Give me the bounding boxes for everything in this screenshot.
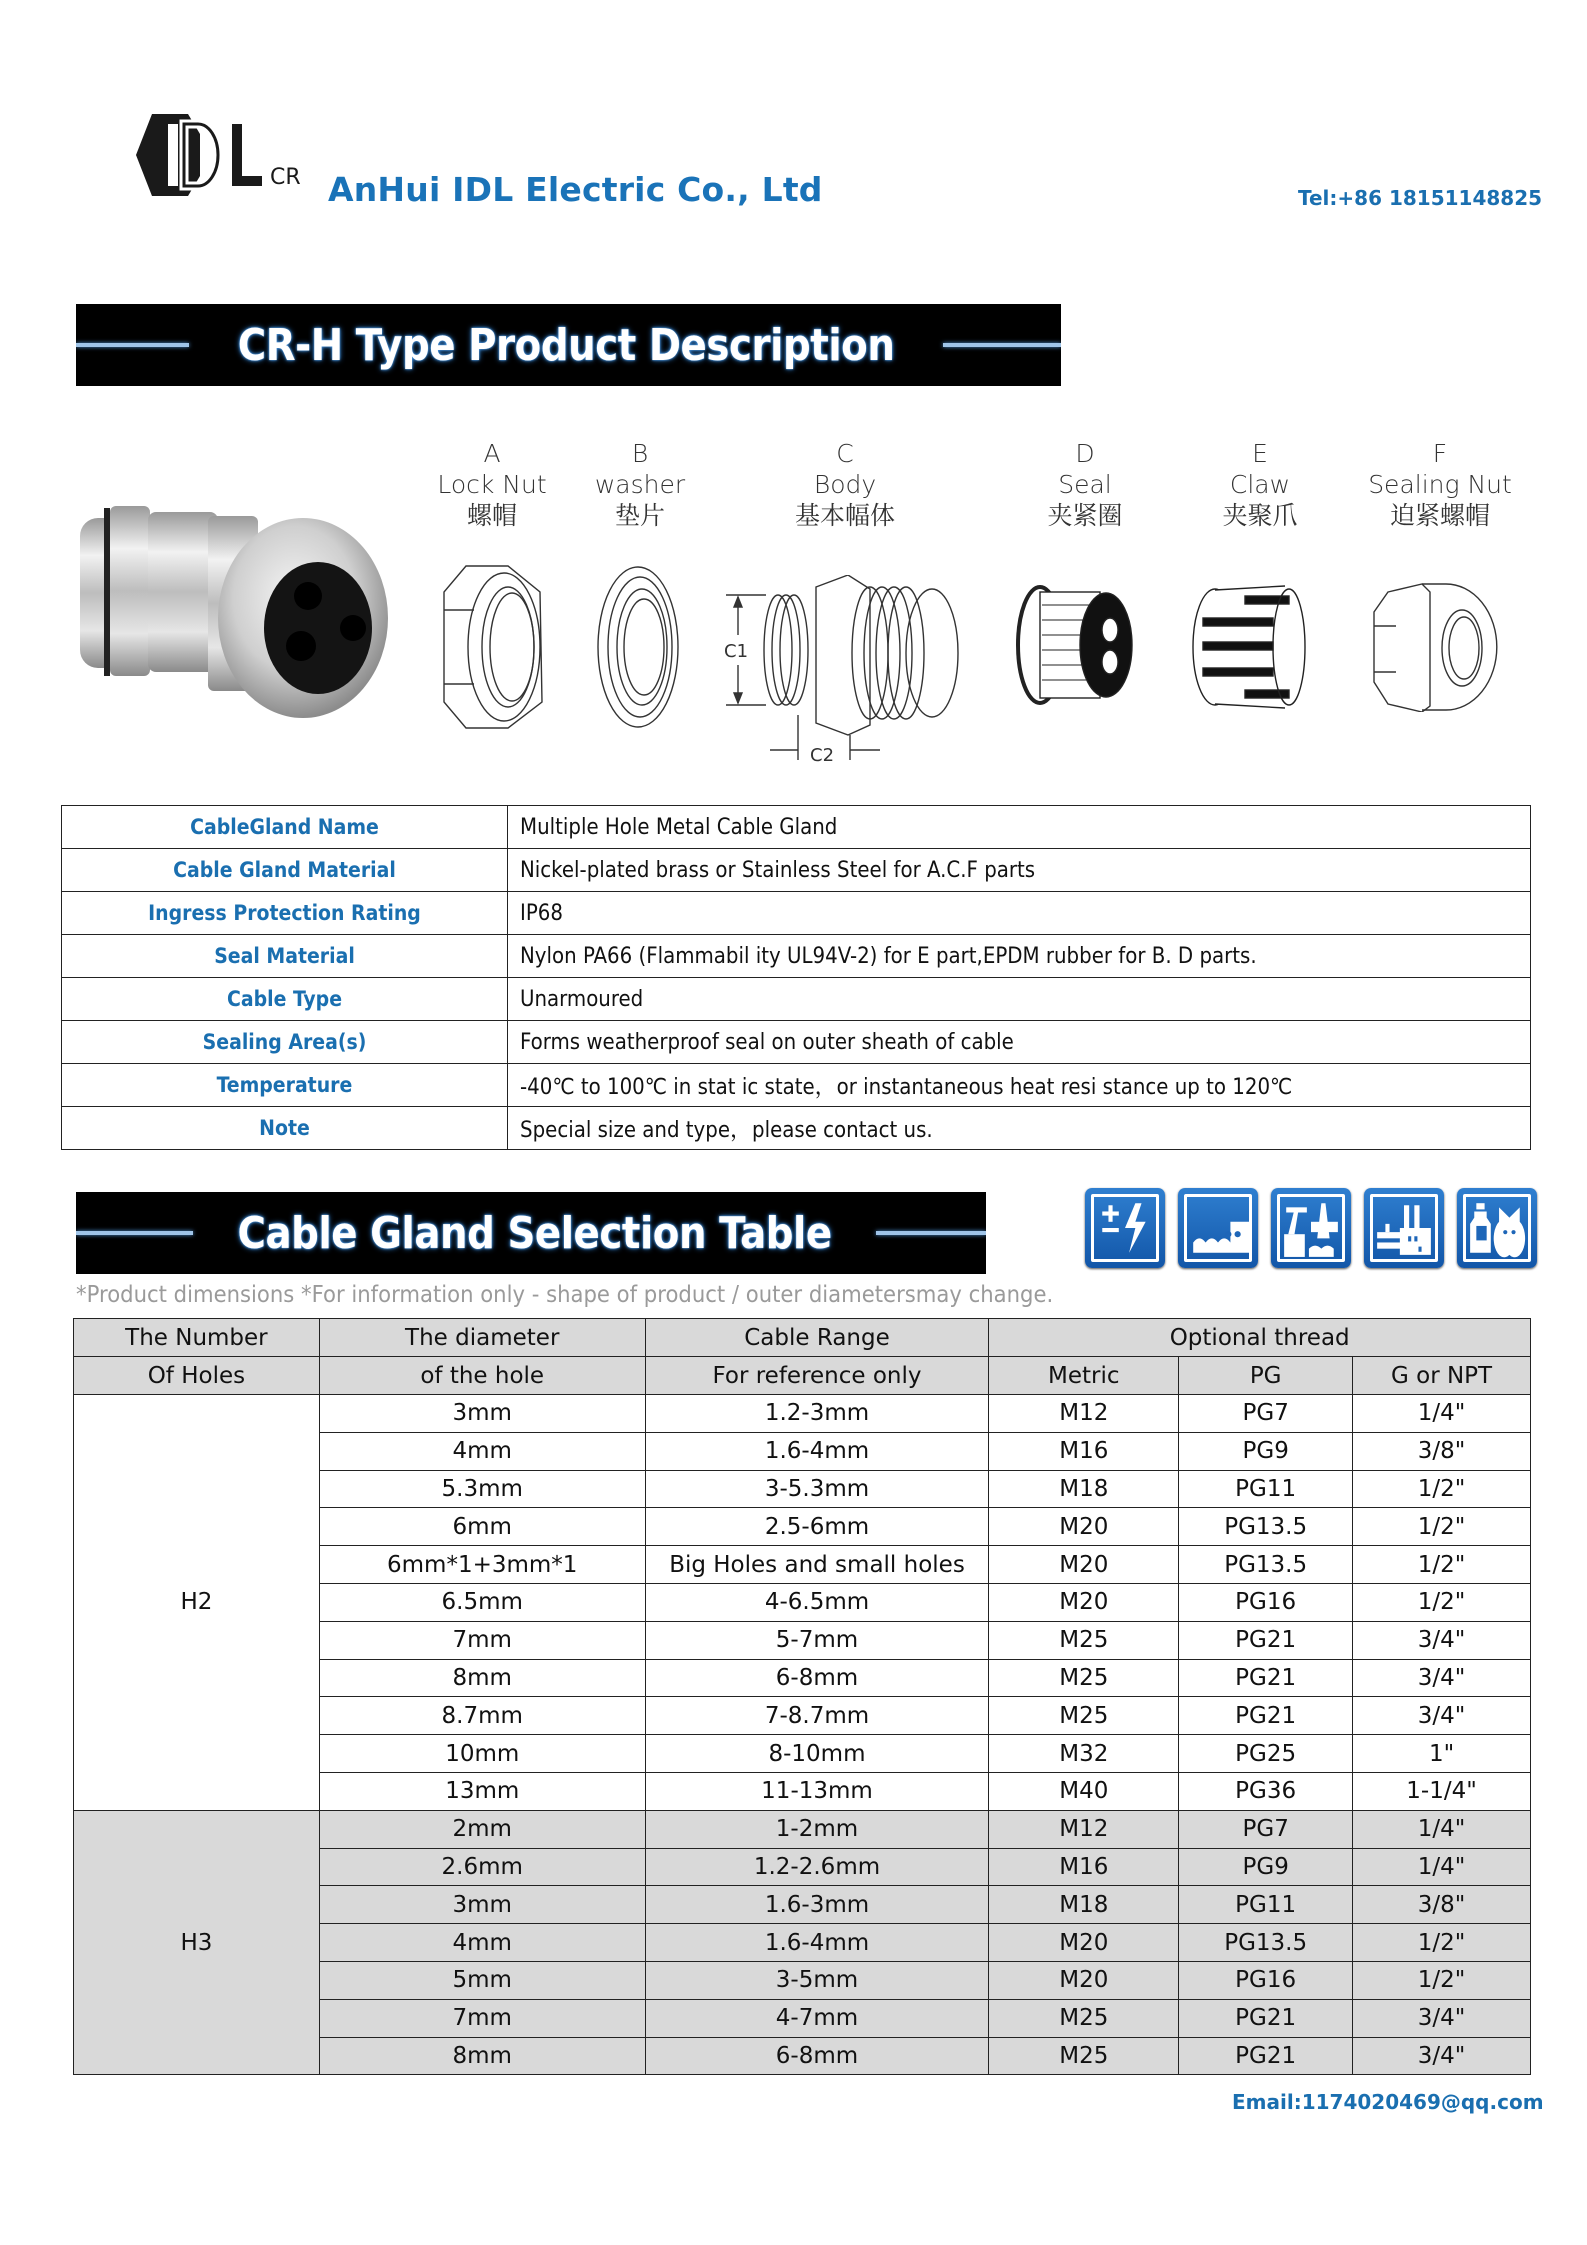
- spec-key: CableGland Name: [62, 806, 508, 849]
- pg-cell: PG21: [1179, 1659, 1353, 1697]
- range-cell: 4-6.5mm: [645, 1583, 989, 1621]
- part-name: Seal: [1058, 470, 1112, 499]
- diam-cell: 7mm: [319, 1999, 645, 2037]
- spec-value: Multiple Hole Metal Cable Gland: [508, 806, 1531, 849]
- c2-label: C2: [810, 745, 835, 766]
- spec-value: IP68: [508, 892, 1531, 935]
- pg-cell: PG13.5: [1179, 1546, 1353, 1584]
- banner-line-left: [76, 1231, 193, 1235]
- part-name-cn: 迫紧螺帽: [1389, 501, 1490, 530]
- part-name: Lock Nut: [437, 470, 547, 499]
- spec-key: Ingress Protection Rating: [62, 892, 508, 935]
- npt-cell: 1/4": [1353, 1848, 1531, 1886]
- metric-cell: M12: [989, 1395, 1179, 1433]
- header-holes: The Number: [74, 1319, 320, 1357]
- spec-value: Unarmoured: [508, 978, 1531, 1021]
- spec-key: Note: [62, 1107, 508, 1150]
- part-e-label: [1200, 438, 1320, 531]
- selection-table-body: [74, 1395, 1531, 2075]
- banner-line-left: [76, 343, 189, 347]
- header-metric: Metric: [989, 1357, 1179, 1395]
- part-name: Sealing Nut: [1368, 470, 1512, 499]
- metric-cell: M12: [989, 1810, 1179, 1848]
- range-cell: 1.6-4mm: [645, 1924, 989, 1962]
- pg-cell: PG21: [1179, 1697, 1353, 1735]
- pg-cell: PG25: [1179, 1735, 1353, 1773]
- range-cell: 7-8.7mm: [645, 1697, 989, 1735]
- npt-cell: 3/4": [1353, 2037, 1531, 2075]
- header-diameter-sub: of the hole: [319, 1357, 645, 1395]
- spec-row: [62, 849, 1531, 892]
- npt-cell: 1": [1353, 1735, 1531, 1773]
- food-beverage-icon: [1457, 1188, 1537, 1268]
- metric-cell: M20: [989, 1924, 1179, 1962]
- header-pg: PG: [1179, 1357, 1353, 1395]
- header-row: [74, 1319, 1531, 1357]
- part-name-cn: 夹聚爪: [1222, 501, 1298, 530]
- metric-cell: M25: [989, 2037, 1179, 2075]
- npt-cell: 1/2": [1353, 1546, 1531, 1584]
- diam-cell: 2.6mm: [319, 1848, 645, 1886]
- spec-key: Cable Type: [62, 978, 508, 1021]
- npt-cell: 1/2": [1353, 1508, 1531, 1546]
- metric-cell: M25: [989, 1621, 1179, 1659]
- header-npt: G or NPT: [1353, 1357, 1531, 1395]
- diam-cell: 8mm: [319, 1659, 645, 1697]
- hole-count-cell: H2: [74, 1395, 320, 1811]
- diam-cell: 13mm: [319, 1772, 645, 1810]
- range-cell: 3-5mm: [645, 1961, 989, 1999]
- diam-cell: 8.7mm: [319, 1697, 645, 1735]
- npt-cell: 3/4": [1353, 1697, 1531, 1735]
- metric-cell: M25: [989, 1697, 1179, 1735]
- pg-cell: PG11: [1179, 1886, 1353, 1924]
- lock-nut-drawing: [438, 562, 548, 732]
- selection-table: [73, 1318, 1531, 2075]
- part-letter: C: [836, 439, 854, 468]
- metric-cell: M16: [989, 1848, 1179, 1886]
- spec-value: -40℃ to 100℃ in stat ic state，or instantaneous heat resi stance up to 120℃: [508, 1064, 1531, 1107]
- marine-ship-icon: [1178, 1188, 1258, 1268]
- body-drawing: [720, 575, 970, 775]
- part-name: washer: [594, 470, 686, 499]
- range-cell: 1.2-3mm: [645, 1395, 989, 1433]
- range-cell: 6-8mm: [645, 2037, 989, 2075]
- range-cell: Big Holes and small holes: [645, 1546, 989, 1584]
- pg-cell: PG36: [1179, 1772, 1353, 1810]
- spec-key: Seal Material: [62, 935, 508, 978]
- metric-cell: M18: [989, 1886, 1179, 1924]
- part-letter: A: [483, 439, 501, 468]
- diam-cell: 4mm: [319, 1432, 645, 1470]
- header-row: [74, 1357, 1531, 1395]
- banner-line-right: [943, 343, 1061, 347]
- industrial-plant-icon: [1364, 1188, 1444, 1268]
- spec-row: [62, 892, 1531, 935]
- spec-value: Nylon PA66 (Flammabil ity UL94V-2) for E part,EPDM rubber for B. D parts.: [508, 935, 1531, 978]
- part-letter: D: [1075, 439, 1095, 468]
- part-name-cn: 垫片: [614, 501, 665, 530]
- header-optional-thread: Optional thread: [989, 1319, 1531, 1357]
- part-b-label: [580, 438, 700, 531]
- pg-cell: PG16: [1179, 1583, 1353, 1621]
- table-row: [74, 1810, 1531, 1848]
- npt-cell: 1/2": [1353, 1470, 1531, 1508]
- metric-cell: M20: [989, 1961, 1179, 1999]
- range-cell: 11-13mm: [645, 1772, 989, 1810]
- header-cable-range: Cable Range: [645, 1319, 989, 1357]
- npt-cell: 3/4": [1353, 1999, 1531, 2037]
- pg-cell: PG21: [1179, 1999, 1353, 2037]
- range-cell: 1.2-2.6mm: [645, 1848, 989, 1886]
- pg-cell: PG13.5: [1179, 1508, 1353, 1546]
- npt-cell: 3/8": [1353, 1432, 1531, 1470]
- metric-cell: M16: [989, 1432, 1179, 1470]
- npt-cell: 1-1/4": [1353, 1772, 1531, 1810]
- banner-title: Cable Gland Selection Table: [237, 1207, 832, 1259]
- spec-key: Sealing Area(s): [62, 1021, 508, 1064]
- diam-cell: 5.3mm: [319, 1470, 645, 1508]
- hole-count-cell: H3: [74, 1810, 320, 2075]
- diam-cell: 4mm: [319, 1924, 645, 1962]
- metric-cell: M32: [989, 1735, 1179, 1773]
- diam-cell: 6.5mm: [319, 1583, 645, 1621]
- diam-cell: 10mm: [319, 1735, 645, 1773]
- product-description-banner: [76, 304, 1061, 386]
- range-cell: 3-5.3mm: [645, 1470, 989, 1508]
- part-a-label: [432, 438, 552, 531]
- seal-drawing: [1010, 580, 1140, 710]
- range-cell: 5-7mm: [645, 1621, 989, 1659]
- header-diameter: The diameter: [319, 1319, 645, 1357]
- spec-value: Nickel-plated brass or Stainless Steel for A.C.F parts: [508, 849, 1531, 892]
- pg-cell: PG7: [1179, 1810, 1353, 1848]
- metric-cell: M20: [989, 1546, 1179, 1584]
- washer-drawing: [590, 562, 685, 732]
- diam-cell: 5mm: [319, 1961, 645, 1999]
- part-f-label: [1355, 438, 1525, 531]
- header-cable-range-sub: For reference only: [645, 1357, 989, 1395]
- pg-cell: PG13.5: [1179, 1924, 1353, 1962]
- metric-cell: M25: [989, 1999, 1179, 2037]
- pg-cell: PG11: [1179, 1470, 1353, 1508]
- metric-cell: M25: [989, 1659, 1179, 1697]
- diam-cell: 3mm: [319, 1395, 645, 1433]
- npt-cell: 3/4": [1353, 1659, 1531, 1697]
- npt-cell: 3/8": [1353, 1886, 1531, 1924]
- header-holes-sub: Of Holes: [74, 1357, 320, 1395]
- part-letter: F: [1432, 439, 1448, 468]
- selection-table-banner: [76, 1192, 986, 1274]
- spec-row: [62, 978, 1531, 1021]
- npt-cell: 1/2": [1353, 1583, 1531, 1621]
- npt-cell: 1/2": [1353, 1924, 1531, 1962]
- pg-cell: PG16: [1179, 1961, 1353, 1999]
- oil-gas-icon: [1271, 1188, 1351, 1268]
- metric-cell: M40: [989, 1772, 1179, 1810]
- range-cell: 8-10mm: [645, 1735, 989, 1773]
- part-d-label: [1025, 438, 1145, 531]
- part-name: Claw: [1229, 470, 1291, 499]
- pg-cell: PG7: [1179, 1395, 1353, 1433]
- npt-cell: 1/4": [1353, 1810, 1531, 1848]
- diam-cell: 2mm: [319, 1810, 645, 1848]
- spec-key: Temperature: [62, 1064, 508, 1107]
- sealing-nut-drawing: [1370, 582, 1500, 712]
- spec-value: Special size and type，please contact us.: [508, 1107, 1531, 1150]
- metric-cell: M20: [989, 1583, 1179, 1621]
- npt-cell: 3/4": [1353, 1621, 1531, 1659]
- logo-sub: CR: [270, 165, 301, 190]
- part-letter: B: [631, 439, 649, 468]
- range-cell: 4-7mm: [645, 1999, 989, 2037]
- part-letter: E: [1252, 439, 1268, 468]
- npt-cell: 1/4": [1353, 1395, 1531, 1433]
- electrical-power-icon: [1085, 1188, 1165, 1268]
- spec-key: Cable Gland Material: [62, 849, 508, 892]
- table-row: [74, 1395, 1531, 1433]
- claw-drawing: [1185, 582, 1315, 712]
- spec-row: [62, 1021, 1531, 1064]
- diam-cell: 8mm: [319, 2037, 645, 2075]
- spec-row: [62, 935, 1531, 978]
- spec-row: [62, 1064, 1531, 1107]
- banner-line-right: [876, 1231, 986, 1235]
- diam-cell: 3mm: [319, 1886, 645, 1924]
- range-cell: 1-2mm: [645, 1810, 989, 1848]
- spec-row: [62, 806, 1531, 849]
- range-cell: 1.6-4mm: [645, 1432, 989, 1470]
- diam-cell: 6mm*1+3mm*1: [319, 1546, 645, 1584]
- spec-value: Forms weatherproof seal on outer sheath of cable: [508, 1021, 1531, 1064]
- npt-cell: 1/2": [1353, 1961, 1531, 1999]
- product-photo: [68, 478, 388, 733]
- range-cell: 2.5-6mm: [645, 1508, 989, 1546]
- banner-title: CR-H Type Product Description: [237, 319, 895, 371]
- pg-cell: PG21: [1179, 1621, 1353, 1659]
- part-name-cn: 夹紧圈: [1047, 501, 1123, 530]
- company-logo: [130, 110, 330, 200]
- c1-label: C1: [724, 641, 749, 662]
- part-name-cn: 螺帽: [466, 501, 517, 530]
- range-cell: 6-8mm: [645, 1659, 989, 1697]
- part-name-cn: 基本幅体: [794, 501, 895, 530]
- pg-cell: PG9: [1179, 1432, 1353, 1470]
- company-name: AnHui IDL Electric Co., Ltd: [328, 170, 823, 209]
- part-c-label: [775, 438, 915, 531]
- footnote: *Product dimensions *For information only - shape of product / outer diametersmay change.: [76, 1282, 1054, 1308]
- metric-cell: M20: [989, 1508, 1179, 1546]
- spec-table: [61, 805, 1531, 1150]
- range-cell: 1.6-3mm: [645, 1886, 989, 1924]
- metric-cell: M18: [989, 1470, 1179, 1508]
- application-icons: [1085, 1188, 1537, 1268]
- pg-cell: PG21: [1179, 2037, 1353, 2075]
- telephone: Tel:+86 18151148825: [1298, 186, 1543, 210]
- spec-row: [62, 1107, 1531, 1150]
- pg-cell: PG9: [1179, 1848, 1353, 1886]
- email: Email:1174020469@qq.com: [1232, 2090, 1544, 2114]
- diam-cell: 6mm: [319, 1508, 645, 1546]
- diam-cell: 7mm: [319, 1621, 645, 1659]
- part-name: Body: [813, 470, 877, 499]
